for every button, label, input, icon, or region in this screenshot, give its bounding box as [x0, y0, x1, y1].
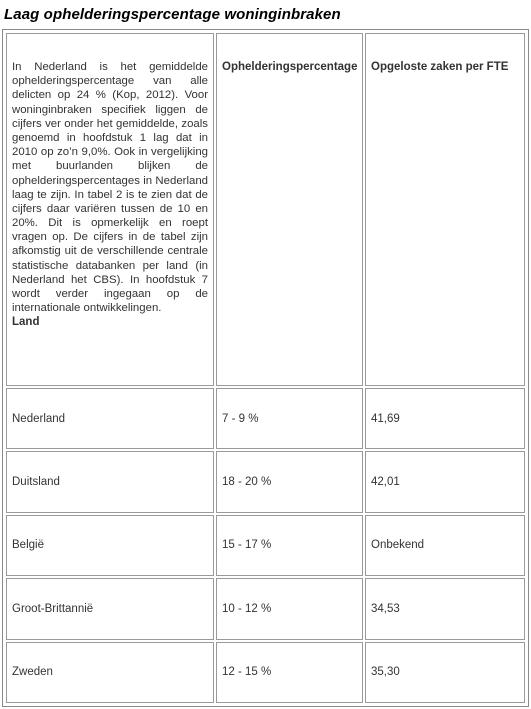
data-table — [4, 31, 527, 705]
header-land: Land — [12, 316, 40, 329]
table-row — [6, 642, 525, 703]
cell-zaken: Onbekend — [365, 515, 525, 576]
header-percentage-cell — [216, 33, 363, 386]
cell-percentage: 10 - 12 % — [216, 578, 363, 639]
header-zaken-cell — [365, 33, 525, 386]
table-header-row — [6, 33, 525, 386]
table-row — [6, 515, 525, 576]
cell-land: Groot-Brittannië — [6, 578, 214, 639]
cell-zaken: 35,30 — [365, 642, 525, 703]
header-zaken: Opgeloste zaken per FTE — [371, 61, 509, 73]
cell-land: Nederland — [6, 388, 214, 449]
header-percentage: Ophelderingspercentage — [222, 61, 358, 73]
cell-percentage: 12 - 15 % — [216, 642, 363, 703]
cell-land: België — [6, 515, 214, 576]
table-frame — [2, 29, 529, 707]
cell-percentage: 15 - 17 % — [216, 515, 363, 576]
cell-percentage: 7 - 9 % — [216, 388, 363, 449]
cell-zaken: 34,53 — [365, 578, 525, 639]
table-row — [6, 578, 525, 639]
cell-land: Duitsland — [6, 451, 214, 512]
cell-zaken: 42,01 — [365, 451, 525, 512]
cell-land: Zweden — [6, 642, 214, 703]
intro-cell — [6, 33, 214, 386]
table-row — [6, 451, 525, 512]
table-row — [6, 388, 525, 449]
page-title: Laag ophelderingspercentage woninginbraken — [4, 6, 341, 23]
intro-text: In Nederland is het gemiddelde ophelderingspercentage van alle delicten op 24 % (Kop, 2012). Voor woninginbraken specifiek liggen de cijfers ver onder het gemiddelde, zoals genoemd in hoofdstuk 1 lag dat in 2010 op zo’n 9,0%. Ook in vergelijking met buurlanden blijken de ophelderingspercentages in Nederland laag te zijn. In tabel 2 is te zien dat de cijfers daar variëren tussen de 10 en 20%. Dit is opmerkelijk en roept vragen op. De cijfers in de tabel zijn afkomstig uit de verschillende centrale statistische databanken per land (in Nederland het CBS). In hoofdstuk 7 wordt verder ingegaan op de internationale ontwikkelingen. — [12, 61, 208, 315]
cell-zaken: 41,69 — [365, 388, 525, 449]
cell-percentage: 18 - 20 % — [216, 451, 363, 512]
